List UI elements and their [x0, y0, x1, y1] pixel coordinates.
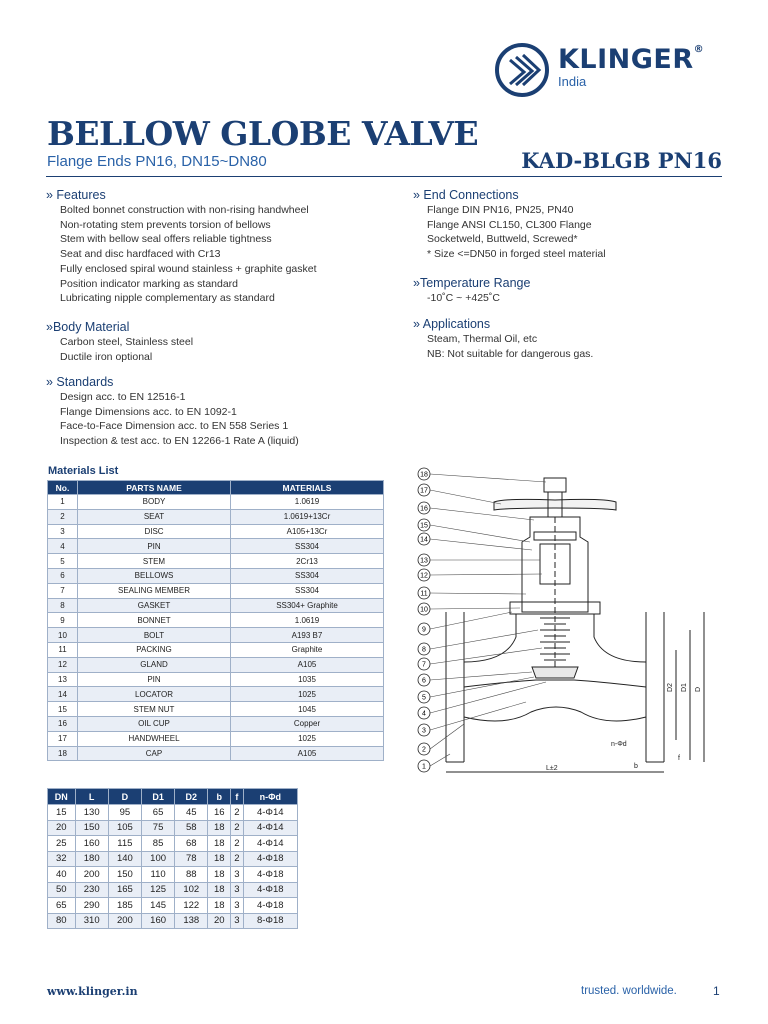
table-cell: A105 [231, 746, 384, 761]
table-cell: 122 [175, 898, 208, 914]
table-row [48, 672, 384, 687]
standards-list [60, 390, 299, 449]
list-item: Socketweld, Buttweld, Screwed* [427, 233, 578, 246]
table-row [48, 628, 384, 643]
table-cell: 140 [108, 851, 141, 867]
table-cell: 9 [48, 613, 78, 628]
table-cell: 2Cr13 [231, 554, 384, 569]
list-item: Bolted bonnet construction with non-rising handwheel [60, 204, 309, 216]
table-cell: 4-Φ18 [243, 867, 297, 883]
table-cell: 110 [141, 867, 174, 883]
callout-leader [430, 672, 532, 680]
table-cell: 78 [175, 851, 208, 867]
table-cell: 68 [175, 836, 208, 852]
temperature-heading: »Temperature Range [413, 276, 531, 290]
list-item: * Size <=DN50 in forged steel material [427, 248, 606, 261]
table-cell: BONNET [78, 613, 231, 628]
table-cell: 2 [231, 851, 243, 867]
table-cell: 200 [108, 913, 141, 929]
table-cell: 160 [75, 836, 108, 852]
table-cell: 18 [208, 867, 231, 883]
table-row [48, 657, 384, 672]
klinger-logo [494, 42, 724, 98]
column-header: No. [48, 481, 78, 495]
list-item: Lubricating nipple complementary as standard [60, 292, 275, 305]
table-cell: SS304 [231, 568, 384, 583]
table-header-row [48, 481, 384, 495]
table-cell: 150 [108, 867, 141, 883]
callout-number: 4 [422, 710, 426, 718]
table-row [48, 495, 384, 510]
list-item: Ductile iron optional [60, 350, 153, 363]
callout-leader [430, 593, 526, 594]
table-cell: 1.0619+13Cr [231, 509, 384, 524]
table-cell: 1045 [231, 702, 384, 717]
callout-number: 13 [420, 557, 428, 565]
table-cell: LOCATOR [78, 687, 231, 702]
table-row [48, 613, 384, 628]
table-row [48, 716, 384, 731]
valve-section-drawing [406, 462, 726, 782]
callout-number: 7 [422, 661, 426, 669]
callout-number: 17 [420, 487, 428, 495]
table-cell: 4-Φ18 [243, 851, 297, 867]
table-cell: 2 [231, 836, 243, 852]
klinger-emblem-icon [494, 42, 550, 98]
table-cell: SS304 [231, 539, 384, 554]
table-cell: 105 [108, 820, 141, 836]
table-cell: 45 [175, 805, 208, 821]
table-row [48, 851, 298, 867]
table-cell: 3 [231, 913, 243, 929]
table-cell: 2 [48, 509, 78, 524]
table-row [48, 882, 298, 898]
callout-number: 3 [422, 727, 426, 735]
table-cell: 75 [141, 820, 174, 836]
table-row [48, 539, 384, 554]
header-rule [46, 176, 722, 177]
page-subtitle: Flange Ends PN16, DN15~DN80 [47, 153, 267, 170]
table-cell: 165 [108, 882, 141, 898]
table-cell: A105 [231, 657, 384, 672]
end-connections-section [413, 187, 606, 262]
table-cell: 32 [48, 851, 76, 867]
table-row [48, 598, 384, 613]
table-cell: 16 [48, 716, 78, 731]
table-cell: 130 [75, 805, 108, 821]
list-item: Design acc. to EN 12516-1 [60, 391, 186, 403]
table-cell: 138 [175, 913, 208, 929]
applications-heading: » Applications [413, 317, 491, 331]
table-cell: 18 [208, 882, 231, 898]
column-header: D1 [141, 789, 174, 805]
list-item: -10˚C ~ +425˚C [427, 292, 500, 304]
callout-leader [430, 574, 542, 575]
table-cell: 1 [48, 495, 78, 510]
column-header: PARTS NAME [78, 481, 231, 495]
table-cell: 12 [48, 657, 78, 672]
callout-number: 18 [420, 471, 428, 479]
callout-number: 15 [420, 522, 428, 530]
page-title: BELLOW GLOBE VALVE [47, 114, 479, 153]
table-cell: PACKING [78, 642, 231, 657]
callout-leader [430, 648, 542, 664]
standards-heading: » Standards [46, 375, 114, 389]
table-cell: 17 [48, 731, 78, 746]
callout-leader [430, 490, 501, 504]
column-header: D2 [175, 789, 208, 805]
list-item: Inspection & test acc. to EN 12266-1 Rate A (liquid) [60, 435, 299, 448]
table-cell: PIN [78, 672, 231, 687]
callout-leader [430, 525, 530, 542]
table-cell: 20 [208, 913, 231, 929]
brand-name: KLINGER® [558, 44, 705, 75]
table-row [48, 554, 384, 569]
dim-label-d1: D1 [681, 683, 688, 692]
end-connections-heading: » End Connections [413, 188, 519, 202]
table-cell: BODY [78, 495, 231, 510]
table-row [48, 583, 384, 598]
table-cell: 1025 [231, 687, 384, 702]
column-header: D [108, 789, 141, 805]
website-link[interactable]: www.klinger.in [47, 985, 138, 998]
list-item: Carbon steel, Stainless steel [60, 336, 194, 348]
table-cell: BELLOWS [78, 568, 231, 583]
callout-number: 12 [420, 572, 428, 580]
table-cell: 13 [48, 672, 78, 687]
callout-number: 5 [422, 694, 426, 702]
materials-title: Materials List [48, 465, 119, 477]
table-cell: 145 [141, 898, 174, 914]
table-cell: 4-Φ14 [243, 805, 297, 821]
list-item: Steam, Thermal Oil, etc [427, 333, 538, 345]
table-cell: 4 [48, 539, 78, 554]
table-cell: 18 [208, 898, 231, 914]
dim-label-b: b [634, 763, 638, 770]
table-cell: 230 [75, 882, 108, 898]
table-cell: 40 [48, 867, 76, 883]
table-cell: PIN [78, 539, 231, 554]
callout-number: 9 [422, 626, 426, 634]
table-cell: 15 [48, 702, 78, 717]
table-row [48, 568, 384, 583]
list-item: NB: Not suitable for dangerous gas. [427, 347, 594, 360]
dim-label-d2: D2 [667, 683, 674, 692]
table-cell: 80 [48, 913, 76, 929]
list-item: Flange ANSI CL150, CL300 Flange [427, 218, 592, 231]
features-section [46, 187, 317, 306]
list-item: Non-rotating stem prevents torsion of bellows [60, 218, 271, 231]
materials-table [47, 480, 384, 761]
table-cell: 3 [48, 524, 78, 539]
callout-leader [430, 539, 532, 550]
table-cell: 20 [48, 820, 76, 836]
dim-label-f: f [678, 755, 680, 762]
part-callouts [418, 468, 546, 772]
table-row [48, 805, 298, 821]
table-cell: 16 [208, 805, 231, 821]
table-cell: 10 [48, 628, 78, 643]
table-cell: 290 [75, 898, 108, 914]
applications-list [427, 332, 593, 361]
table-row [48, 731, 384, 746]
model-code: KAD-BLGB PN16 [521, 148, 722, 173]
table-cell: 310 [75, 913, 108, 929]
table-cell: 2 [231, 805, 243, 821]
table-cell: 25 [48, 836, 76, 852]
dimensions-table-body [48, 805, 298, 929]
table-row [48, 524, 384, 539]
table-cell: BOLT [78, 628, 231, 643]
table-row [48, 898, 298, 914]
table-cell: SEALING MEMBER [78, 583, 231, 598]
temperature-section [413, 275, 530, 306]
table-cell: 4-Φ14 [243, 836, 297, 852]
callout-leader [430, 612, 512, 629]
table-cell: 8-Φ18 [243, 913, 297, 929]
cap-shape [544, 478, 566, 492]
list-item: Position indicator marking as standard [60, 277, 239, 290]
table-cell: 180 [75, 851, 108, 867]
body-material-section [46, 319, 193, 364]
callout-number: 2 [422, 746, 426, 754]
tagline: trusted. worldwide. [581, 985, 677, 997]
callout-number: 11 [420, 590, 428, 598]
table-cell: Graphite [231, 642, 384, 657]
table-cell: 4-Φ18 [243, 882, 297, 898]
table-cell: 102 [175, 882, 208, 898]
list-item: Seat and disc hardfaced with Cr13 [60, 248, 221, 261]
table-cell: 1.0619 [231, 613, 384, 628]
callout-number: 16 [420, 505, 428, 513]
callout-number: 10 [420, 606, 428, 614]
table-row [48, 867, 298, 883]
table-cell: SEAT [78, 509, 231, 524]
applications-section [413, 316, 593, 361]
table-row [48, 836, 298, 852]
list-item: Stem with bellow seal offers reliable tightness [60, 233, 272, 246]
table-cell: 18 [48, 746, 78, 761]
table-cell: 50 [48, 882, 76, 898]
callout-number: 6 [422, 677, 426, 685]
list-item: Flange Dimensions acc. to EN 1092-1 [60, 405, 237, 418]
table-cell: 65 [48, 898, 76, 914]
features-heading: » Features [46, 188, 106, 202]
table-row [48, 687, 384, 702]
end-connections-list [427, 203, 606, 262]
materials-table-body [48, 495, 384, 761]
dim-label-l: L±2 [546, 765, 558, 772]
dim-label-nd: n-Φd [611, 741, 627, 748]
table-cell: 3 [231, 867, 243, 883]
table-cell: OIL CUP [78, 716, 231, 731]
table-cell: 6 [48, 568, 78, 583]
handwheel-shape [494, 499, 616, 510]
table-cell: 8 [48, 598, 78, 613]
table-cell: Copper [231, 716, 384, 731]
table-cell: SS304+ Graphite [231, 598, 384, 613]
table-row [48, 642, 384, 657]
table-cell: HANDWHEEL [78, 731, 231, 746]
callout-leader [430, 508, 534, 520]
list-item: Face-to-Face Dimension acc. to EN 558 Series 1 [60, 420, 289, 433]
table-cell: 18 [208, 851, 231, 867]
table-cell: 88 [175, 867, 208, 883]
table-cell: 185 [108, 898, 141, 914]
table-cell: 1.0619 [231, 495, 384, 510]
table-cell: 65 [141, 805, 174, 821]
table-row [48, 913, 298, 929]
column-header: b [208, 789, 231, 805]
table-cell: 1025 [231, 731, 384, 746]
table-cell: STEM [78, 554, 231, 569]
table-cell: CAP [78, 746, 231, 761]
brand-region: India [558, 74, 587, 89]
seat-contour [464, 680, 646, 687]
body-material-list [60, 335, 193, 364]
table-cell: 18 [208, 836, 231, 852]
callout-leader [430, 682, 546, 713]
callout-leader [430, 724, 464, 749]
table-cell: DISC [78, 524, 231, 539]
list-item: Fully enclosed spiral wound stainless + graphite gasket [60, 262, 317, 275]
temperature-list [427, 291, 530, 306]
table-row [48, 746, 384, 761]
table-cell: SS304 [231, 583, 384, 598]
table-cell: A105+13Cr [231, 524, 384, 539]
table-cell: 200 [75, 867, 108, 883]
table-cell: 1035 [231, 672, 384, 687]
features-list [60, 203, 317, 306]
table-cell: 160 [141, 913, 174, 929]
table-cell: 85 [141, 836, 174, 852]
callout-number: 8 [422, 646, 426, 654]
table-cell: 125 [141, 882, 174, 898]
column-header: DN [48, 789, 76, 805]
table-cell: STEM NUT [78, 702, 231, 717]
table-cell: 95 [108, 805, 141, 821]
table-cell: 3 [231, 898, 243, 914]
table-row [48, 820, 298, 836]
body-material-heading: »Body Material [46, 320, 130, 334]
table-cell: 11 [48, 642, 78, 657]
table-cell: 4-Φ14 [243, 820, 297, 836]
table-cell: 58 [175, 820, 208, 836]
table-cell: 115 [108, 836, 141, 852]
table-row [48, 509, 384, 524]
table-cell: GASKET [78, 598, 231, 613]
callout-leader [430, 474, 546, 482]
table-cell: 7 [48, 583, 78, 598]
callout-leader [430, 608, 520, 609]
column-header: MATERIALS [231, 481, 384, 495]
table-header-row [48, 789, 298, 805]
column-header: L [75, 789, 108, 805]
table-cell: GLAND [78, 657, 231, 672]
table-row [48, 702, 384, 717]
callout-leader [430, 754, 450, 766]
table-cell: 150 [75, 820, 108, 836]
dimensions-table [47, 788, 298, 929]
table-cell: A193 B7 [231, 628, 384, 643]
page-number: 1 [713, 984, 720, 998]
table-cell: 15 [48, 805, 76, 821]
table-cell: 18 [208, 820, 231, 836]
table-cell: 14 [48, 687, 78, 702]
dim-label-d: D [695, 686, 702, 692]
body-bottom-contour [464, 707, 646, 721]
table-cell: 3 [231, 882, 243, 898]
callout-leader [430, 702, 526, 730]
table-cell: 100 [141, 851, 174, 867]
column-header: f [231, 789, 243, 805]
callout-number: 1 [422, 763, 426, 771]
table-cell: 4-Φ18 [243, 898, 297, 914]
callout-number: 14 [420, 536, 428, 544]
table-cell: 2 [231, 820, 243, 836]
column-header: n-Φd [243, 789, 297, 805]
table-cell: 5 [48, 554, 78, 569]
list-item: Flange DIN PN16, PN25, PN40 [427, 204, 574, 216]
standards-section [46, 374, 299, 449]
disc-shape [532, 667, 578, 678]
